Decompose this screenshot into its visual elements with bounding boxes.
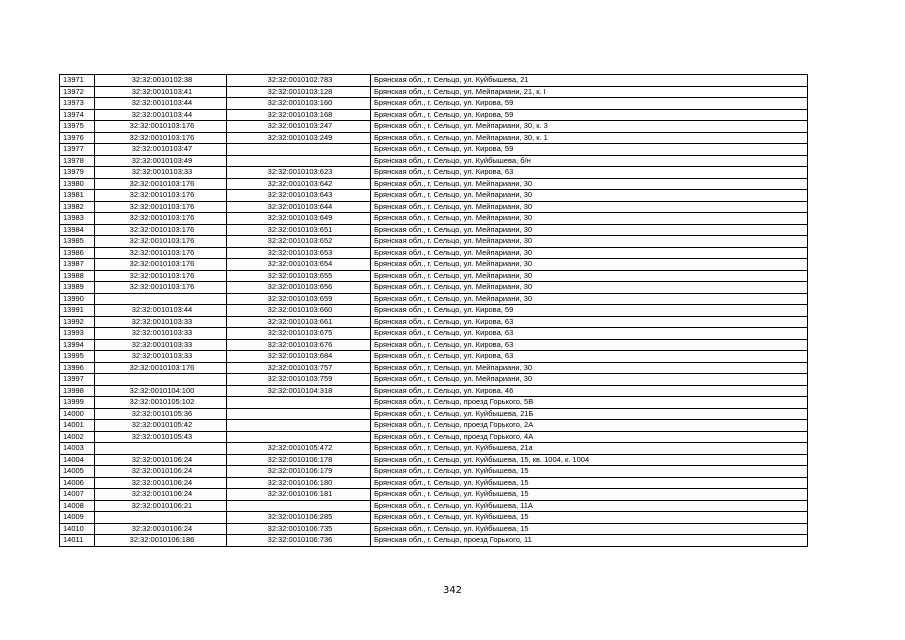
- parcel-cadastral-number-cell: 32:32:0010103:41: [95, 86, 227, 98]
- row-number-cell: 13981: [60, 190, 95, 202]
- table-row: [60, 535, 808, 547]
- table-row: [60, 144, 808, 156]
- row-number-cell: 14011: [60, 535, 95, 547]
- row-number-cell: 13975: [60, 121, 95, 133]
- table-row: [60, 190, 808, 202]
- table-row: [60, 477, 808, 489]
- address-cell: Брянская обл., г. Сельцо, ул. Мейпариани, 30, к. 3: [371, 121, 808, 133]
- row-number-cell: 13988: [60, 270, 95, 282]
- object-cadastral-number-cell: [227, 420, 371, 432]
- row-number-cell: 13998: [60, 385, 95, 397]
- object-cadastral-number-cell: [227, 397, 371, 409]
- address-cell: Брянская обл., г. Сельцо, ул. Куйбышева, 15: [371, 523, 808, 535]
- row-number-cell: 13999: [60, 397, 95, 409]
- address-cell: Брянская обл., г. Сельцо, ул. Мейпариани, 30: [371, 236, 808, 248]
- table-row: [60, 316, 808, 328]
- parcel-cadastral-number-cell: 32:32:0010105:42: [95, 420, 227, 432]
- object-cadastral-number-cell: [227, 408, 371, 420]
- table-row: [60, 351, 808, 363]
- object-cadastral-number-cell: 32:32:0010103:653: [227, 247, 371, 259]
- object-cadastral-number-cell: [227, 431, 371, 443]
- table-row: [60, 454, 808, 466]
- address-cell: Брянская обл., г. Сельцо, ул. Мейпариани, 30: [371, 293, 808, 305]
- parcel-cadastral-number-cell: 32:32:0010103:176: [95, 178, 227, 190]
- address-cell: Брянская обл., г. Сельцо, ул. Куйбышева, 21Б: [371, 408, 808, 420]
- table-row: [60, 466, 808, 478]
- object-cadastral-number-cell: 32:32:0010106:736: [227, 535, 371, 547]
- row-number-cell: 13972: [60, 86, 95, 98]
- table-row: [60, 178, 808, 190]
- address-cell: Брянская обл., г. Сельцо, ул. Кирова, 59: [371, 98, 808, 110]
- object-cadastral-number-cell: 32:32:0010103:651: [227, 224, 371, 236]
- page-number: 342: [442, 585, 463, 596]
- object-cadastral-number-cell: [227, 155, 371, 167]
- object-cadastral-number-cell: 32:32:0010106:285: [227, 512, 371, 524]
- object-cadastral-number-cell: 32:32:0010102:783: [227, 75, 371, 87]
- row-number-cell: 13976: [60, 132, 95, 144]
- parcel-cadastral-number-cell: 32:32:0010103:33: [95, 316, 227, 328]
- row-number-cell: 13979: [60, 167, 95, 179]
- row-number-cell: 14006: [60, 477, 95, 489]
- table-row: [60, 213, 808, 225]
- parcel-cadastral-number-cell: 32:32:0010106:21: [95, 500, 227, 512]
- address-cell: Брянская обл., г. Сельцо, ул. Мейпариани, 30: [371, 282, 808, 294]
- table-row: [60, 500, 808, 512]
- parcel-cadastral-number-cell: 32:32:0010103:33: [95, 351, 227, 363]
- object-cadastral-number-cell: [227, 500, 371, 512]
- registry-table-body: [60, 75, 808, 547]
- row-number-cell: 13994: [60, 339, 95, 351]
- parcel-cadastral-number-cell: [95, 293, 227, 305]
- table-row: [60, 420, 808, 432]
- object-cadastral-number-cell: 32:32:0010103:249: [227, 132, 371, 144]
- parcel-cadastral-number-cell: 32:32:0010103:176: [95, 121, 227, 133]
- parcel-cadastral-number-cell: 32:32:0010106:24: [95, 466, 227, 478]
- parcel-cadastral-number-cell: 32:32:0010105:43: [95, 431, 227, 443]
- table-row: [60, 512, 808, 524]
- row-number-cell: 14003: [60, 443, 95, 455]
- address-cell: Брянская обл., г. Сельцо, ул. Кирова, 63: [371, 316, 808, 328]
- object-cadastral-number-cell: 32:32:0010103:652: [227, 236, 371, 248]
- address-cell: Брянская обл., г. Сельцо, ул. Мейпариани, 30: [371, 224, 808, 236]
- address-cell: Брянская обл., г. Сельцо, ул. Куйбышева, б/н: [371, 155, 808, 167]
- row-number-cell: 13991: [60, 305, 95, 317]
- address-cell: Брянская обл., г. Сельцо, ул. Куйбышева, 11А: [371, 500, 808, 512]
- row-number-cell: 13980: [60, 178, 95, 190]
- object-cadastral-number-cell: 32:32:0010103:642: [227, 178, 371, 190]
- parcel-cadastral-number-cell: 32:32:0010103:47: [95, 144, 227, 156]
- row-number-cell: 13974: [60, 109, 95, 121]
- parcel-cadastral-number-cell: 32:32:0010106:24: [95, 523, 227, 535]
- address-cell: Брянская обл., г. Сельцо, ул. Мейпариани, 30: [371, 190, 808, 202]
- address-cell: Брянская обл., г. Сельцо, проезд Горького, 5В: [371, 397, 808, 409]
- table-row: [60, 224, 808, 236]
- address-cell: Брянская обл., г. Сельцо, ул. Кирова, 63: [371, 167, 808, 179]
- table-row: [60, 293, 808, 305]
- parcel-cadastral-number-cell: [95, 512, 227, 524]
- parcel-cadastral-number-cell: 32:32:0010102:38: [95, 75, 227, 87]
- row-number-cell: 14010: [60, 523, 95, 535]
- object-cadastral-number-cell: 32:32:0010103:644: [227, 201, 371, 213]
- row-number-cell: 14001: [60, 420, 95, 432]
- row-number-cell: 13973: [60, 98, 95, 110]
- table-row: [60, 374, 808, 386]
- parcel-cadastral-number-cell: 32:32:0010103:176: [95, 259, 227, 271]
- address-cell: Брянская обл., г. Сельцо, ул. Кирова, 46: [371, 385, 808, 397]
- row-number-cell: 13987: [60, 259, 95, 271]
- parcel-cadastral-number-cell: 32:32:0010103:44: [95, 109, 227, 121]
- row-number-cell: 13985: [60, 236, 95, 248]
- table-row: [60, 339, 808, 351]
- parcel-cadastral-number-cell: 32:32:0010103:176: [95, 132, 227, 144]
- object-cadastral-number-cell: 32:32:0010103:661: [227, 316, 371, 328]
- object-cadastral-number-cell: 32:32:0010106:179: [227, 466, 371, 478]
- row-number-cell: 13986: [60, 247, 95, 259]
- object-cadastral-number-cell: 32:32:0010103:656: [227, 282, 371, 294]
- address-cell: Брянская обл., г. Сельцо, ул. Куйбышева, 15, кв. 1004, к. 1004: [371, 454, 808, 466]
- row-number-cell: 14007: [60, 489, 95, 501]
- address-cell: Брянская обл., г. Сельцо, ул. Куйбышева, 15: [371, 489, 808, 501]
- object-cadastral-number-cell: 32:32:0010103:643: [227, 190, 371, 202]
- address-cell: Брянская обл., г. Сельцо, ул. Мейпариани, 30: [371, 247, 808, 259]
- parcel-cadastral-number-cell: 32:32:0010103:176: [95, 247, 227, 259]
- parcel-cadastral-number-cell: 32:32:0010103:176: [95, 270, 227, 282]
- row-number-cell: 13997: [60, 374, 95, 386]
- address-cell: Брянская обл., г. Сельцо, ул. Куйбышева, 15: [371, 512, 808, 524]
- parcel-cadastral-number-cell: 32:32:0010103:33: [95, 167, 227, 179]
- table-row: [60, 431, 808, 443]
- row-number-cell: 14005: [60, 466, 95, 478]
- table-row: [60, 328, 808, 340]
- row-number-cell: 13990: [60, 293, 95, 305]
- table-row: [60, 385, 808, 397]
- parcel-cadastral-number-cell: 32:32:0010105:102: [95, 397, 227, 409]
- row-number-cell: 14008: [60, 500, 95, 512]
- address-cell: Брянская обл., г. Сельцо, проезд Горького, 2А: [371, 420, 808, 432]
- table-row: [60, 86, 808, 98]
- object-cadastral-number-cell: 32:32:0010103:160: [227, 98, 371, 110]
- table-row: [60, 397, 808, 409]
- parcel-cadastral-number-cell: 32:32:0010103:33: [95, 339, 227, 351]
- table-row: [60, 362, 808, 374]
- parcel-cadastral-number-cell: 32:32:0010103:176: [95, 362, 227, 374]
- row-number-cell: 13989: [60, 282, 95, 294]
- address-cell: Брянская обл., г. Сельцо, ул. Мейпариани, 21, к. I: [371, 86, 808, 98]
- table-row: [60, 155, 808, 167]
- address-cell: Брянская обл., г. Сельцо, ул. Кирова, 59: [371, 109, 808, 121]
- parcel-cadastral-number-cell: 32:32:0010103:176: [95, 224, 227, 236]
- table-row: [60, 282, 808, 294]
- table-row: [60, 408, 808, 420]
- parcel-cadastral-number-cell: [95, 443, 227, 455]
- table-row: [60, 201, 808, 213]
- table-row: [60, 121, 808, 133]
- table-row: [60, 75, 808, 87]
- row-number-cell: 14004: [60, 454, 95, 466]
- address-cell: Брянская обл., г. Сельцо, проезд Горького, 11: [371, 535, 808, 547]
- object-cadastral-number-cell: 32:32:0010103:676: [227, 339, 371, 351]
- address-cell: Брянская обл., г. Сельцо, ул. Мейпариани, 30: [371, 259, 808, 271]
- row-number-cell: 13993: [60, 328, 95, 340]
- address-cell: Брянская обл., г. Сельцо, ул. Мейпариани, 30: [371, 213, 808, 225]
- object-cadastral-number-cell: 32:32:0010104:318: [227, 385, 371, 397]
- parcel-cadastral-number-cell: 32:32:0010103:176: [95, 236, 227, 248]
- parcel-cadastral-number-cell: 32:32:0010104:100: [95, 385, 227, 397]
- address-cell: Брянская обл., г. Сельцо, ул. Мейпариани, 30: [371, 178, 808, 190]
- parcel-cadastral-number-cell: 32:32:0010103:176: [95, 282, 227, 294]
- object-cadastral-number-cell: 32:32:0010103:655: [227, 270, 371, 282]
- row-number-cell: 13995: [60, 351, 95, 363]
- object-cadastral-number-cell: 32:32:0010103:128: [227, 86, 371, 98]
- registry-table: [59, 74, 808, 547]
- row-number-cell: 14002: [60, 431, 95, 443]
- address-cell: Брянская обл., г. Сельцо, ул. Куйбышева, 15: [371, 477, 808, 489]
- table-row: [60, 236, 808, 248]
- address-cell: Брянская обл., г. Сельцо, ул. Кирова, 59: [371, 305, 808, 317]
- object-cadastral-number-cell: 32:32:0010103:654: [227, 259, 371, 271]
- parcel-cadastral-number-cell: 32:32:0010103:33: [95, 328, 227, 340]
- address-cell: Брянская обл., г. Сельцо, ул. Куйбышева, 15: [371, 466, 808, 478]
- object-cadastral-number-cell: 32:32:0010103:168: [227, 109, 371, 121]
- row-number-cell: 14000: [60, 408, 95, 420]
- parcel-cadastral-number-cell: 32:32:0010103:49: [95, 155, 227, 167]
- parcel-cadastral-number-cell: [95, 374, 227, 386]
- object-cadastral-number-cell: 32:32:0010103:757: [227, 362, 371, 374]
- parcel-cadastral-number-cell: 32:32:0010106:24: [95, 454, 227, 466]
- row-number-cell: 13984: [60, 224, 95, 236]
- object-cadastral-number-cell: [227, 144, 371, 156]
- object-cadastral-number-cell: 32:32:0010106:735: [227, 523, 371, 535]
- object-cadastral-number-cell: 32:32:0010103:684: [227, 351, 371, 363]
- row-number-cell: 13992: [60, 316, 95, 328]
- table-row: [60, 98, 808, 110]
- address-cell: Брянская обл., г. Сельцо, ул. Мейпариани, 30: [371, 362, 808, 374]
- address-cell: Брянская обл., г. Сельцо, ул. Куйбышева, 21: [371, 75, 808, 87]
- table-row: [60, 443, 808, 455]
- address-cell: Брянская обл., г. Сельцо, ул. Кирова, 63: [371, 328, 808, 340]
- row-number-cell: 13996: [60, 362, 95, 374]
- parcel-cadastral-number-cell: 32:32:0010103:176: [95, 201, 227, 213]
- row-number-cell: 13971: [60, 75, 95, 87]
- object-cadastral-number-cell: 32:32:0010103:649: [227, 213, 371, 225]
- parcel-cadastral-number-cell: 32:32:0010103:44: [95, 98, 227, 110]
- object-cadastral-number-cell: 32:32:0010106:180: [227, 477, 371, 489]
- row-number-cell: 13978: [60, 155, 95, 167]
- object-cadastral-number-cell: 32:32:0010103:247: [227, 121, 371, 133]
- row-number-cell: 13983: [60, 213, 95, 225]
- parcel-cadastral-number-cell: 32:32:0010106:186: [95, 535, 227, 547]
- address-cell: Брянская обл., г. Сельцо, проезд Горького, 4А: [371, 431, 808, 443]
- table-row: [60, 167, 808, 179]
- table-row: [60, 489, 808, 501]
- address-cell: Брянская обл., г. Сельцо, ул. Мейпариани, 30: [371, 374, 808, 386]
- row-number-cell: 13982: [60, 201, 95, 213]
- table-row: [60, 305, 808, 317]
- parcel-cadastral-number-cell: 32:32:0010103:176: [95, 190, 227, 202]
- table-row: [60, 109, 808, 121]
- table-row: [60, 247, 808, 259]
- object-cadastral-number-cell: 32:32:0010103:759: [227, 374, 371, 386]
- parcel-cadastral-number-cell: 32:32:0010103:176: [95, 213, 227, 225]
- address-cell: Брянская обл., г. Сельцо, ул. Мейпариани, 30: [371, 201, 808, 213]
- parcel-cadastral-number-cell: 32:32:0010103:44: [95, 305, 227, 317]
- address-cell: Брянская обл., г. Сельцо, ул. Куйбышева, 21а: [371, 443, 808, 455]
- object-cadastral-number-cell: 32:32:0010103:623: [227, 167, 371, 179]
- object-cadastral-number-cell: 32:32:0010103:675: [227, 328, 371, 340]
- table-row: [60, 132, 808, 144]
- object-cadastral-number-cell: 32:32:0010105:472: [227, 443, 371, 455]
- row-number-cell: 13977: [60, 144, 95, 156]
- parcel-cadastral-number-cell: 32:32:0010106:24: [95, 489, 227, 501]
- table-row: [60, 259, 808, 271]
- address-cell: Брянская обл., г. Сельцо, ул. Мейпариани, 30, к. 1: [371, 132, 808, 144]
- parcel-cadastral-number-cell: 32:32:0010105:36: [95, 408, 227, 420]
- table-row: [60, 270, 808, 282]
- table-row: [60, 523, 808, 535]
- address-cell: Брянская обл., г. Сельцо, ул. Кирова, 63: [371, 339, 808, 351]
- object-cadastral-number-cell: 32:32:0010103:660: [227, 305, 371, 317]
- object-cadastral-number-cell: 32:32:0010106:178: [227, 454, 371, 466]
- parcel-cadastral-number-cell: 32:32:0010106:24: [95, 477, 227, 489]
- object-cadastral-number-cell: 32:32:0010103:659: [227, 293, 371, 305]
- row-number-cell: 14009: [60, 512, 95, 524]
- address-cell: Брянская обл., г. Сельцо, ул. Кирова, 63: [371, 351, 808, 363]
- address-cell: Брянская обл., г. Сельцо, ул. Кирова, 59: [371, 144, 808, 156]
- object-cadastral-number-cell: 32:32:0010106:181: [227, 489, 371, 501]
- address-cell: Брянская обл., г. Сельцо, ул. Мейпариани, 30: [371, 270, 808, 282]
